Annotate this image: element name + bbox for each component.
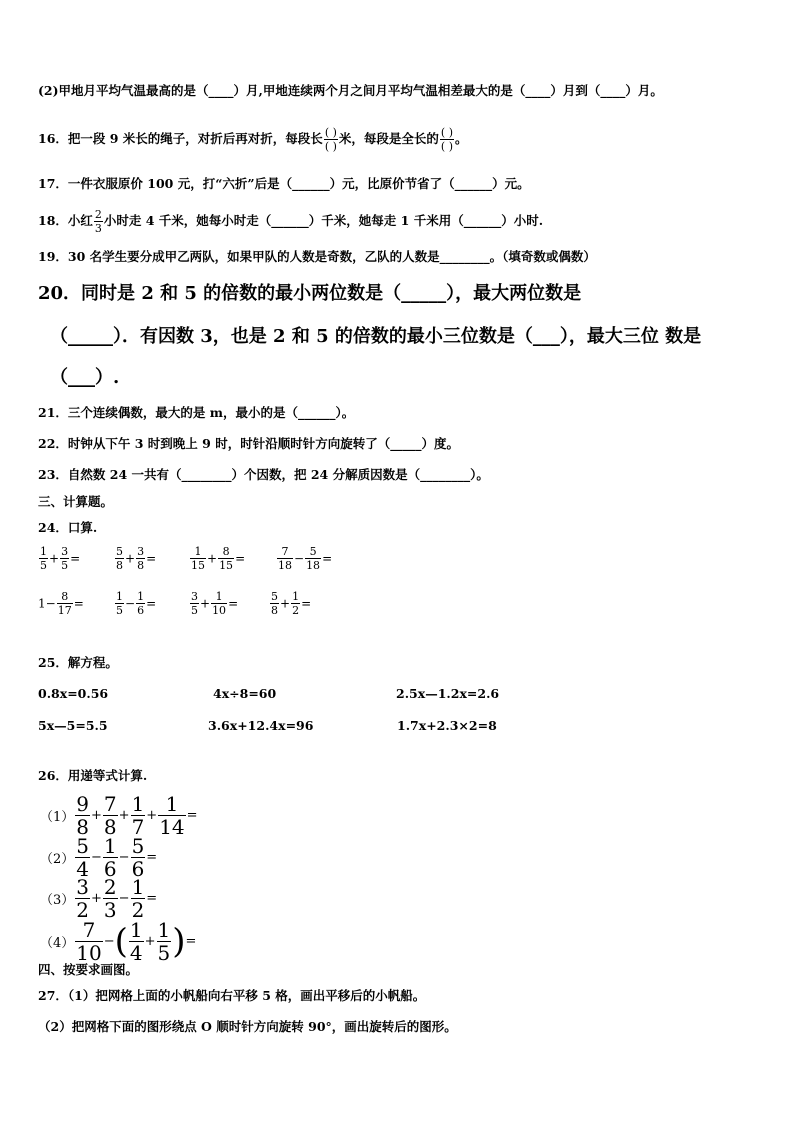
step-calc-1: （1） $\frac{9}{8}$ + $\frac{7}{8}$ + $\frac{1}{7}$ + $\frac{1}{14}$ = xyxy=(40,792,198,839)
question-19: 19．30 名学生要分成甲乙两队，如果甲队的人数是奇数，乙队的人数是________。（填奇数或偶数） xyxy=(38,249,596,264)
question-26-title: 26．用递等式计算. xyxy=(38,768,148,783)
question-23: 23．自然数 24 一共有（________）个因数，把 24 分解质因数是（________）。 xyxy=(38,467,489,482)
equation-4: 5x—5=5.5 xyxy=(38,718,108,733)
question-18-fraction: $\frac{2}{3}$ xyxy=(94,208,102,235)
equation-5: 3.6x+12.4x=96 xyxy=(208,718,314,733)
mental-calc-1: $\frac{1}{5}$ + $\frac{3}{5}$ = xyxy=(40,545,81,572)
question-18: 18．小红 $\frac{2}{3}$ 小时走 4 千米，她每小时走（______）千米，她每走 1 千米用（______）小时. xyxy=(38,208,544,235)
step-calc-4: （4） $\frac{7}{10}$ −( $\frac{1}{4}$ + $\frac{1}{5}$ )= xyxy=(40,918,197,965)
step-calc-2: （2） $\frac{5}{4}$ − $\frac{1}{6}$ − $\frac{5}{6}$ = xyxy=(40,834,158,881)
question-24-title: 24．口算. xyxy=(38,520,98,535)
mental-calc-2: $\frac{5}{8}$ + $\frac{3}{8}$ = xyxy=(116,545,157,572)
question-16: 16．把一段 9 米长的绳子，对折后再对折，每段长 $\frac{( )}{( )}$ 米，每段是全长的 $\frac{( )}{( )}$ 。 xyxy=(38,126,468,153)
question-17: 17．一件衣服原价 100 元，打“六折”后是（______）元，比原价节省了（______）元。 xyxy=(38,176,530,191)
step-calc-3: （3） $\frac{3}{2}$ + $\frac{2}{3}$ − $\frac{1}{2}$ = xyxy=(40,875,158,922)
question-20-line-1: 20．同时是 2 和 5 的倍数的最小两位数是（_____），最大两位数是 xyxy=(38,283,582,304)
mental-calc-3: $\frac{1}{15}$ + $\frac{8}{15}$ = xyxy=(191,545,246,572)
question-21: 21．三个连续偶数，最大的是 m，最小的是（______）。 xyxy=(38,405,355,420)
question-27-part-1: 27．（1）把网格上面的小帆船向右平移 5 格，画出平移后的小帆船。 xyxy=(38,988,426,1003)
question-22: 22．时钟从下午 3 时到晚上 9 时，时针沿顺时针方向旋转了（_____）度。 xyxy=(38,436,459,451)
question-15-part-2: (2)甲地月平均气温最高的是（____）月,甲地连续两个月之间月平均气温相差最大的是（____）月到（____）月。 xyxy=(38,83,663,98)
question-25-title: 25．解方程。 xyxy=(38,655,118,670)
question-27-part-2: （2）把网格下面的图形绕点 O 顺时针方向旋转 90°，画出旋转后的图形。 xyxy=(38,1019,457,1034)
mental-calc-5: 1− $\frac{8}{17}$ = xyxy=(38,590,84,617)
mental-calc-6: $\frac{1}{5}$ − $\frac{1}{6}$ = xyxy=(116,590,157,617)
mental-calc-7: $\frac{3}{5}$ + $\frac{1}{10}$ = xyxy=(191,590,239,617)
equation-2: 4x÷8=60 xyxy=(213,686,277,701)
section-3-heading: 三、计算题。 xyxy=(38,494,114,509)
question-16-text-b: 米，每段是全长的 xyxy=(338,131,439,146)
equation-1: 0.8x=0.56 xyxy=(38,686,109,701)
section-4-heading: 四、按要求画图。 xyxy=(38,962,139,977)
mental-calc-8: $\frac{5}{8}$ + $\frac{1}{2}$ = xyxy=(271,590,312,617)
mental-calc-4: $\frac{7}{18}$ − $\frac{5}{18}$ = xyxy=(278,545,333,572)
equation-3: 2.5x—1.2x=2.6 xyxy=(396,686,500,701)
equation-6: 1.7x+2.3×2=8 xyxy=(397,718,497,733)
question-16-blank-fraction-1: $\frac{( )}{( )}$ xyxy=(324,126,337,153)
question-16-text-a: 16．把一段 9 米长的绳子，对折后再对折，每段长 xyxy=(38,131,323,146)
question-20-line-3: （___）. xyxy=(50,367,120,388)
question-20-line-2: （_____）．有因数 3，也是 2 和 5 的倍数的最小三位数是（___），最大三位 数是 xyxy=(50,326,702,347)
question-16-blank-fraction-2: $\frac{( )}{( )}$ xyxy=(440,126,454,153)
